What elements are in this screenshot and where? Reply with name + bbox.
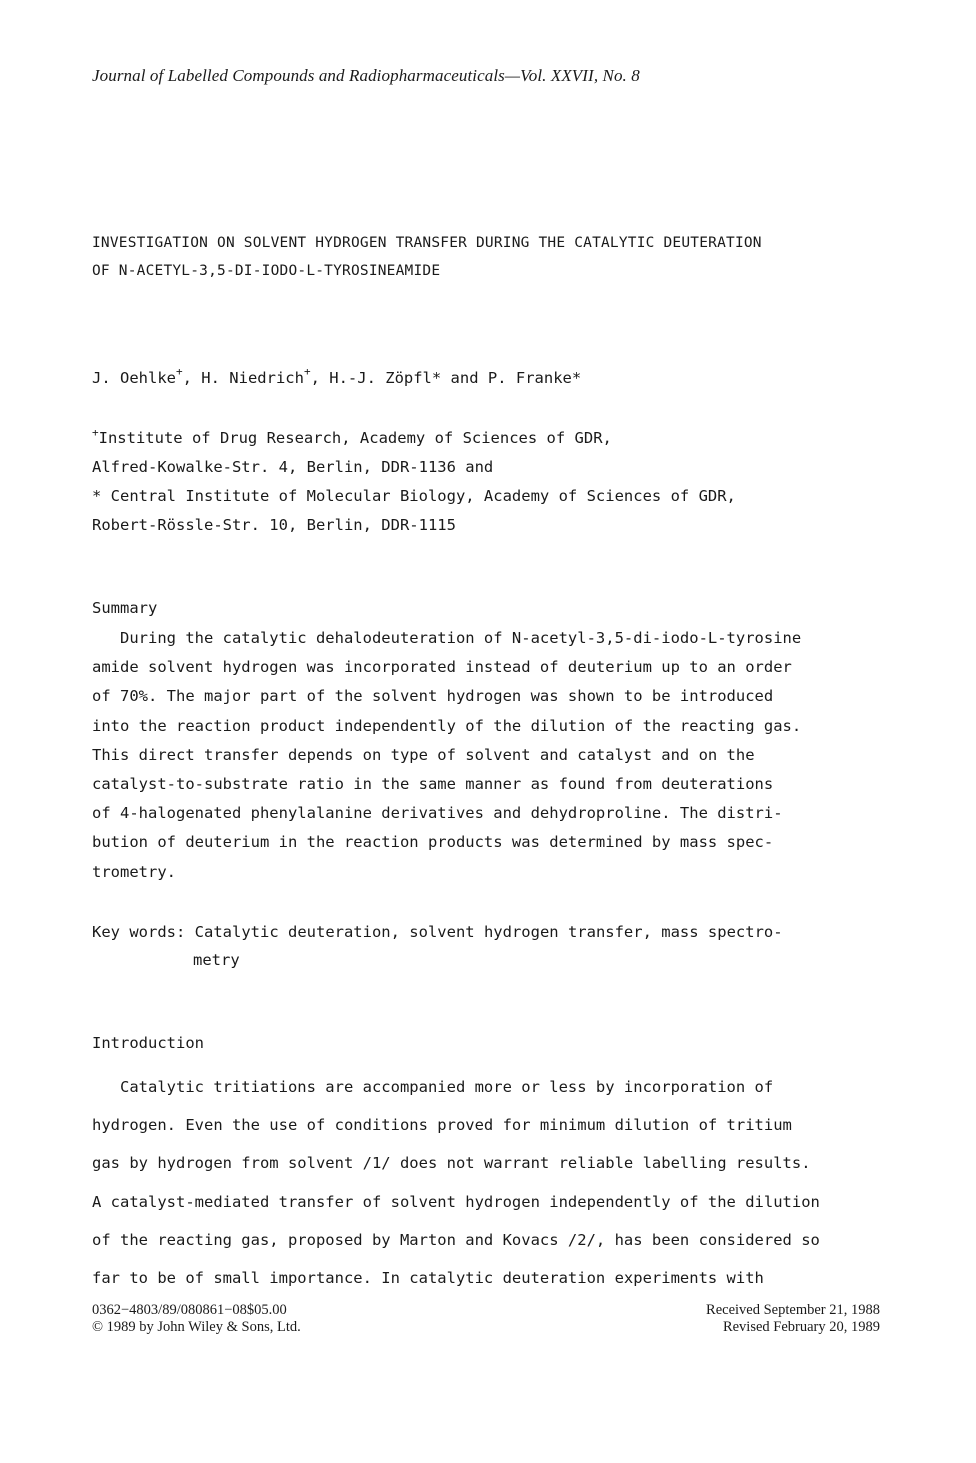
summary-line: of 70%. The major part of the solvent hydrogen was shown to be introduced (92, 687, 774, 706)
affiliation-mark: + (92, 426, 99, 439)
affiliation-line-1: +Institute of Drug Research, Academy of Sciences of GDR, (92, 426, 612, 447)
intro-line: Catalytic tritiations are accompanied more or less by incorporation of (92, 1078, 774, 1096)
keywords (92, 918, 783, 974)
author-1: J. Oehlke (92, 369, 176, 387)
keywords-line-1 (92, 918, 783, 946)
affiliation-line-3: * Central Institute of Molecular Biology, Academy of Sciences of GDR, (92, 487, 736, 505)
summary-line: of 4-halogenated phenylalanine derivatives and dehydroproline. The distri- (92, 804, 783, 823)
introduction-heading: Introduction (92, 1034, 204, 1052)
affiliation-line-4: Robert-Rössle-Str. 10, Berlin, DDR-1115 (92, 516, 456, 534)
summary-line: amide solvent hydrogen was incorporated instead of deuterium up to an order (92, 658, 792, 677)
intro-line: A catalyst-mediated transfer of solvent hydrogen independently of the dilution (92, 1192, 820, 1211)
keywords-line-2: metry (193, 951, 240, 969)
author-1-affiliation-mark: + (176, 365, 183, 378)
author-rest: , H.-J. Zöpfl* and P. Franke* (310, 369, 582, 387)
footer-copyright: © 1989 by John Wiley & Sons, Ltd. (92, 1319, 301, 1335)
summary-line: catalyst-to-substrate ratio in the same manner as found from deuterations (92, 775, 774, 794)
author-list (92, 366, 581, 390)
footer-received: Received September 21, 1988 (706, 1302, 880, 1318)
summary-line: During the catalytic dehalodeuteration of N-acetyl-3,5-di-iodo-L-tyrosine (92, 629, 802, 647)
author-2-affiliation-mark: + (303, 365, 311, 378)
summary-line: This direct transfer depends on type of solvent and catalyst and on the (92, 745, 755, 764)
keywords-text: Catalytic deuteration, solvent hydrogen transfer, mass spectro- (194, 923, 783, 941)
footer-code: 0362−4803/89/080861−08$05.00 (92, 1302, 287, 1318)
affiliations (92, 424, 736, 540)
footer-revised: Revised February 20, 1989 (722, 1319, 880, 1335)
summary-heading: Summary (92, 599, 158, 617)
intro-line: hydrogen. Even the use of conditions proved for minimum dilution of tritium (92, 1116, 792, 1135)
author-2: H. Niedrich (201, 369, 304, 387)
summary-text (92, 624, 852, 887)
article-title (92, 229, 912, 285)
title-line-1: INVESTIGATION ON SOLVENT HYDROGEN TRANSFER DURING THE CATALYTIC DEUTERATION (92, 235, 762, 251)
summary-line: trometry. (92, 862, 176, 881)
intro-line: far to be of small importance. In catalytic deuteration experiments with (92, 1269, 764, 1288)
author-separator: , (182, 369, 202, 387)
introduction-text (92, 1068, 852, 1297)
summary-line: into the reaction product independently of the dilution of the reacting gas. (92, 716, 802, 735)
summary-line: bution of deuterium in the reaction products was determined by mass spec- (92, 833, 774, 852)
affiliation-line-2: Alfred-Kowalke-Str. 4, Berlin, DDR-1136 and (92, 458, 494, 476)
footer-publication-info (92, 1302, 301, 1336)
journal-header: Journal of Labelled Compounds and Radiopharmaceuticals—Vol. XXVII, No. 8 (92, 66, 640, 85)
footer-dates (706, 1302, 880, 1336)
title-line-2: OF N-ACETYL-3,5-DI-IODO-L-TYROSINEAMIDE (92, 263, 441, 279)
intro-line: gas by hydrogen from solvent /1/ does not warrant reliable labelling results. (92, 1154, 811, 1173)
keywords-label: Key words: (92, 923, 186, 941)
intro-line: of the reacting gas, proposed by Marton and Kovacs /2/, has been considered so (92, 1230, 820, 1249)
